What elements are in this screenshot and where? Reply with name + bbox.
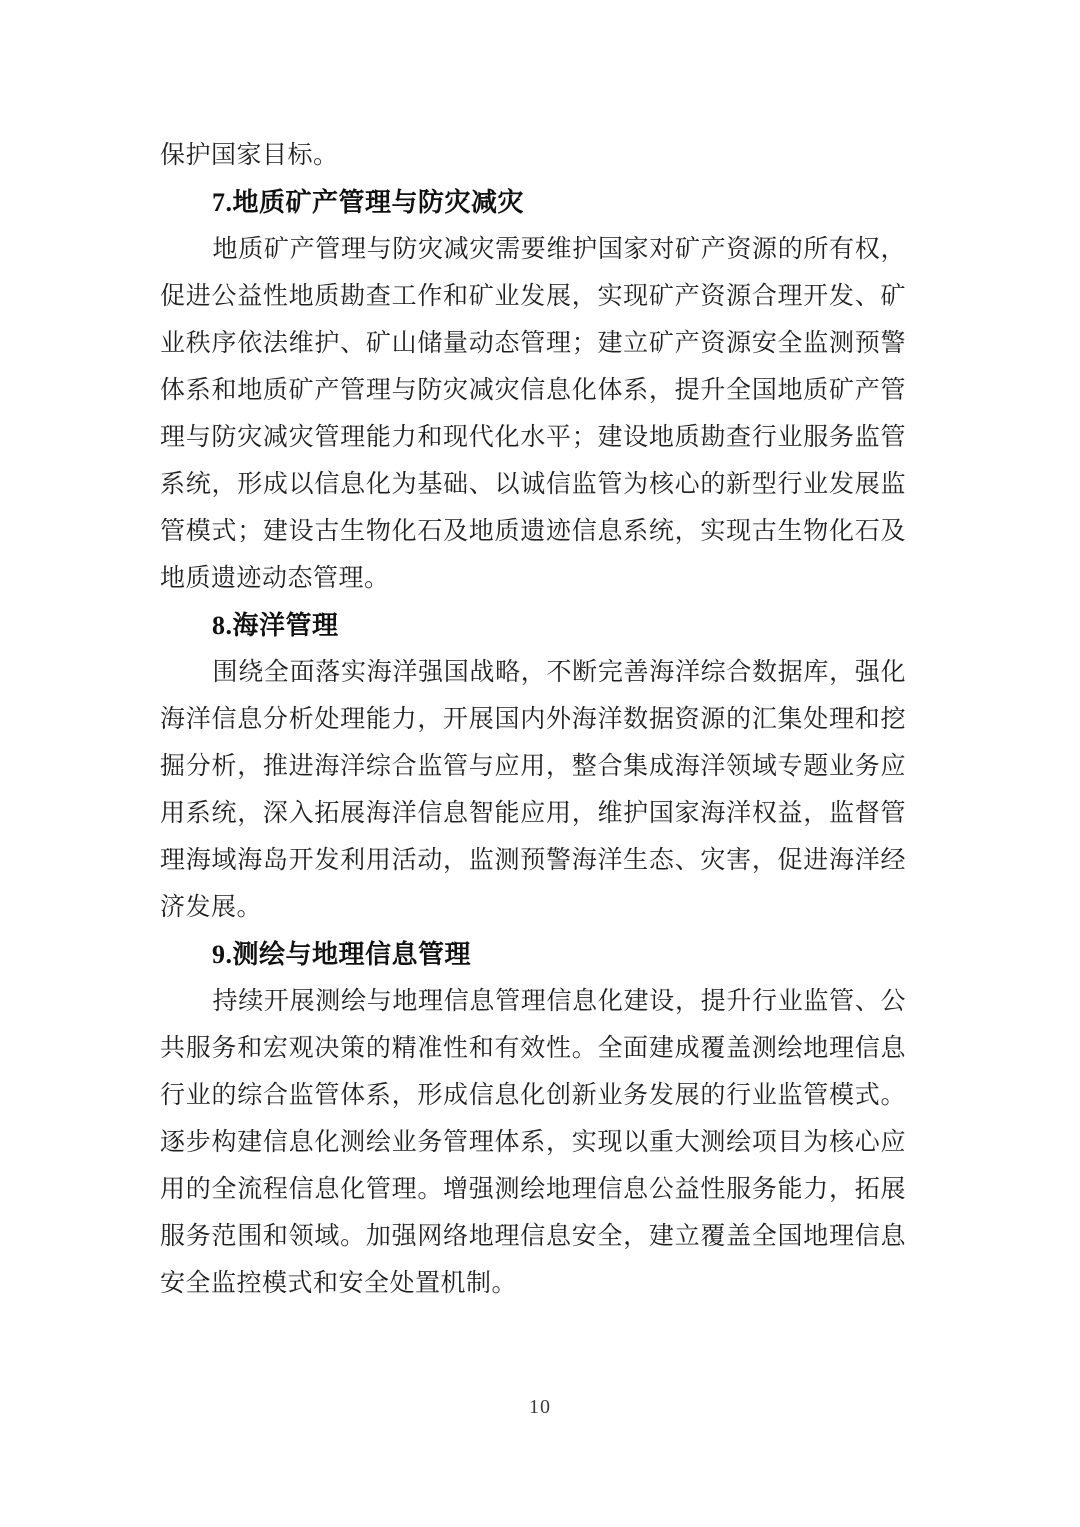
text-line: 地质遗迹动态管理。	[160, 565, 390, 592]
text-line: 地质矿产管理与防灾减灾需要维护国家对矿产资源的所有权，	[212, 236, 906, 263]
text-line: 安全监控模式和安全处置机制。	[160, 1270, 518, 1297]
text-line: 业秩序依法维护、矿山储量动态管理；建立矿产资源安全监测预警	[160, 330, 906, 357]
text-line: 理海域海岛开发利用活动，监测预警海洋生态、灾害，促进海洋经	[160, 847, 906, 874]
text-line: 围绕全面落实海洋强国战略，不断完善海洋综合数据库，强化	[212, 659, 906, 686]
text-line: 保护国家目标。	[160, 142, 339, 169]
text-line: 用系统，深入拓展海洋信息智能应用，维护国家海洋权益，监督管	[160, 800, 906, 827]
text-line: 持续开展测绘与地理信息管理信息化建设，提升行业监管、公	[212, 988, 906, 1015]
section-heading: 8.海洋管理	[212, 611, 339, 640]
section-heading: 9.测绘与地理信息管理	[212, 940, 472, 969]
text-line: 用的全流程信息化管理。增强测绘地理信息公益性服务能力，拓展	[160, 1176, 906, 1203]
text-line: 海洋信息分析处理能力，开展国内外海洋数据资源的汇集处理和挖	[160, 706, 906, 733]
text-line: 济发展。	[160, 894, 263, 921]
page-number: 10	[529, 1396, 551, 1418]
text-line: 管模式；建设古生物化石及地质遗迹信息系统，实现古生物化石及	[160, 518, 906, 545]
text-line: 共服务和宏观决策的精准性和有效性。全面建成覆盖测绘地理信息	[160, 1035, 906, 1062]
text-line: 理与防灾减灾管理能力和现代化水平；建设地质勘查行业服务监管	[160, 424, 906, 451]
section-heading: 7.地质矿产管理与防灾减灾	[212, 188, 525, 217]
text-line: 系统，形成以信息化为基础、以诚信监管为核心的新型行业发展监	[160, 471, 906, 498]
text-line: 行业的综合监管体系，形成信息化创新业务发展的行业监管模式。	[160, 1082, 906, 1109]
text-line: 促进公益性地质勘查工作和矿业发展，实现矿产资源合理开发、矿	[160, 283, 906, 310]
text-line: 体系和地质矿产管理与防灾减灾信息化体系，提升全国地质矿产管	[160, 377, 906, 404]
text-line: 逐步构建信息化测绘业务管理体系，实现以重大测绘项目为核心应	[160, 1129, 906, 1156]
text-line: 服务范围和领域。加强网络地理信息安全，建立覆盖全国地理信息	[160, 1223, 906, 1250]
page-footer	[0, 1396, 1080, 1419]
document-text-block	[160, 132, 906, 1307]
text-line: 掘分析，推进海洋综合监管与应用，整合集成海洋领域专题业务应	[160, 753, 906, 780]
